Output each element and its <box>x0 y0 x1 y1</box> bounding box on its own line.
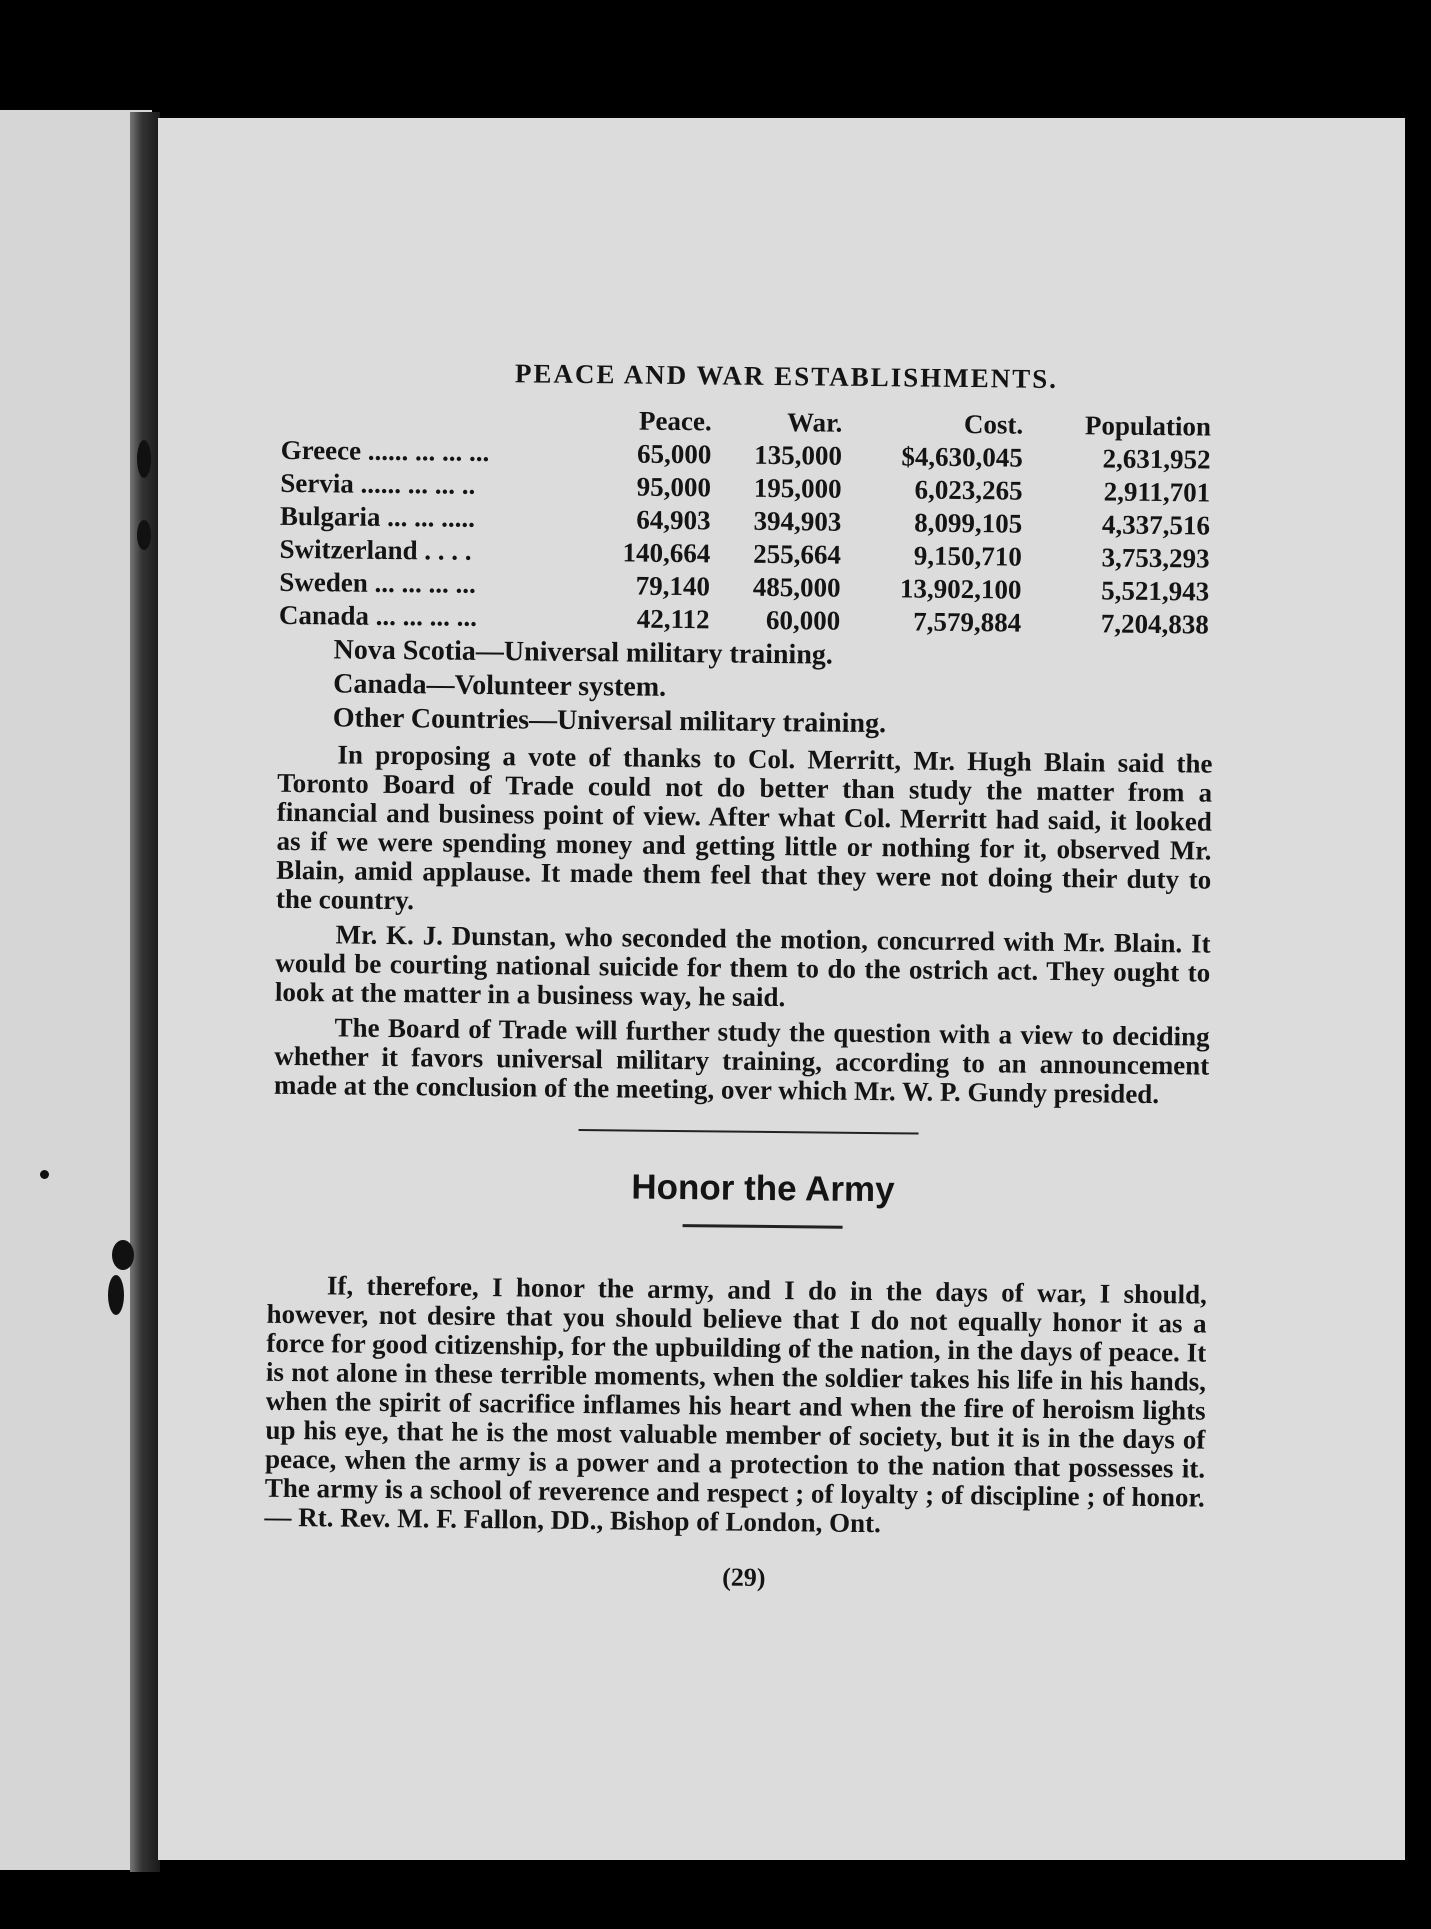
note-other-countries: Other Countries—Universal military training. <box>332 702 887 740</box>
binding-mark <box>112 1240 134 1270</box>
header-country <box>281 401 581 437</box>
table-heading: PEACE AND WAR ESTABLISHMENTS. <box>514 358 1059 394</box>
country-name: Greece ...... ... ... ... <box>280 434 490 468</box>
country-name: Canada ... ... ... ... <box>278 599 478 632</box>
header-population: Population <box>1084 410 1212 442</box>
paragraph-dunstan: Mr. K. J. Dunstan, who seconded the motion, concurred with Mr. Blain. It would be courting national suicide for them to do the ostrich act. They ought to look at the matter in a business way, he said. <box>274 919 1211 1013</box>
population-value: 7,204,838 <box>1100 608 1210 640</box>
war-value: 60,000 <box>765 604 841 636</box>
peace-value: 79,140 <box>635 570 711 602</box>
page-content <box>264 228 1218 1598</box>
title-underline <box>683 1224 843 1229</box>
country-name: Servia ...... ... ... .. <box>280 467 476 500</box>
cost-value: 7,579,884 <box>913 606 1022 638</box>
paragraph-board-of-trade: The Board of Trade will further study the question with a view to deciding whether it favors universal military training, according to an announcement made at the conclusion of the meeting, over which Mr. W. P. Gundy presided. <box>273 1012 1210 1110</box>
note-canada: Canada—Volunteer system. <box>333 668 667 703</box>
population-value: 3,753,293 <box>1101 542 1210 574</box>
establishments-table <box>279 401 1211 642</box>
book-page <box>158 118 1405 1860</box>
war-value: 135,000 <box>754 439 843 471</box>
header-cost: Cost. <box>963 408 1024 440</box>
section-title: Honor the Army <box>631 1167 895 1210</box>
cost-value: $4,630,045 <box>901 441 1024 473</box>
cost-value: 13,902,100 <box>899 573 1022 605</box>
note-nova-scotia: Nova Scotia—Universal military training. <box>333 634 834 671</box>
population-value: 4,337,516 <box>1101 509 1211 541</box>
header-peace: Peace. <box>638 405 712 437</box>
country-name: Sweden ... ... ... ... <box>279 566 476 599</box>
binding-mark <box>137 520 151 550</box>
population-value: 5,521,943 <box>1101 575 1210 607</box>
binding-mark <box>108 1275 124 1315</box>
war-value: 195,000 <box>753 472 842 504</box>
country-name: Switzerland . . . . <box>279 533 472 566</box>
section-divider <box>579 1129 919 1135</box>
binding-mark <box>40 1170 49 1179</box>
war-value: 485,000 <box>752 571 841 603</box>
peace-value: 140,664 <box>622 537 711 569</box>
peace-value: 95,000 <box>636 471 712 503</box>
page-number: (29) <box>722 1562 766 1592</box>
war-value: 394,903 <box>753 505 842 537</box>
population-value: 2,631,952 <box>1102 443 1211 475</box>
cost-value: 8,099,105 <box>914 507 1023 539</box>
paragraph-blain: In proposing a vote of thanks to Col. Merritt, Mr. Hugh Blain said the Toronto Board of Trade could not do better than study the matter from a financial and business point of view. After what Col. Merritt had said, it looked as if we were spending money and getting little or nothing for it, observed Mr. Blain, amid applause. It made them feel that they were not doing their duty to the country. <box>275 739 1213 916</box>
cost-value: 6,023,265 <box>914 474 1023 506</box>
binding-mark <box>137 440 151 478</box>
population-value: 2,911,701 <box>1103 476 1211 508</box>
book-spine <box>130 112 160 1872</box>
peace-value: 64,903 <box>636 504 711 536</box>
peace-value: 65,000 <box>636 438 712 470</box>
cost-value: 9,150,710 <box>913 540 1023 572</box>
fallon-quote: If, therefore, I honor the army, and I do in the days of war, I should, however, not desire that you should believe that I do not equally honor it as a force for good citizenship, for the upbuilding of the nation, in the days of peace. It is not alone in these terrible moments, when the soldier takes his life in his hands, when the spirit of sacrifice inflames his heart and when the fire of heroism lights up his eye, that he is the most valuable member of society, but it is in the days of peace, when the army is a power and a protection to the nation that possesses it. The army is a school of reverence and respect ; of loyalty ; of discipline ; of honor. — Rt. Rev. M. F. Fallon, DD., Bishop of London, Ont. <box>264 1270 1208 1539</box>
war-value: 255,664 <box>753 538 842 570</box>
header-war: War. <box>786 407 843 438</box>
country-name: Bulgaria ... ... ..... <box>279 500 476 533</box>
peace-value: 42,112 <box>636 603 710 635</box>
